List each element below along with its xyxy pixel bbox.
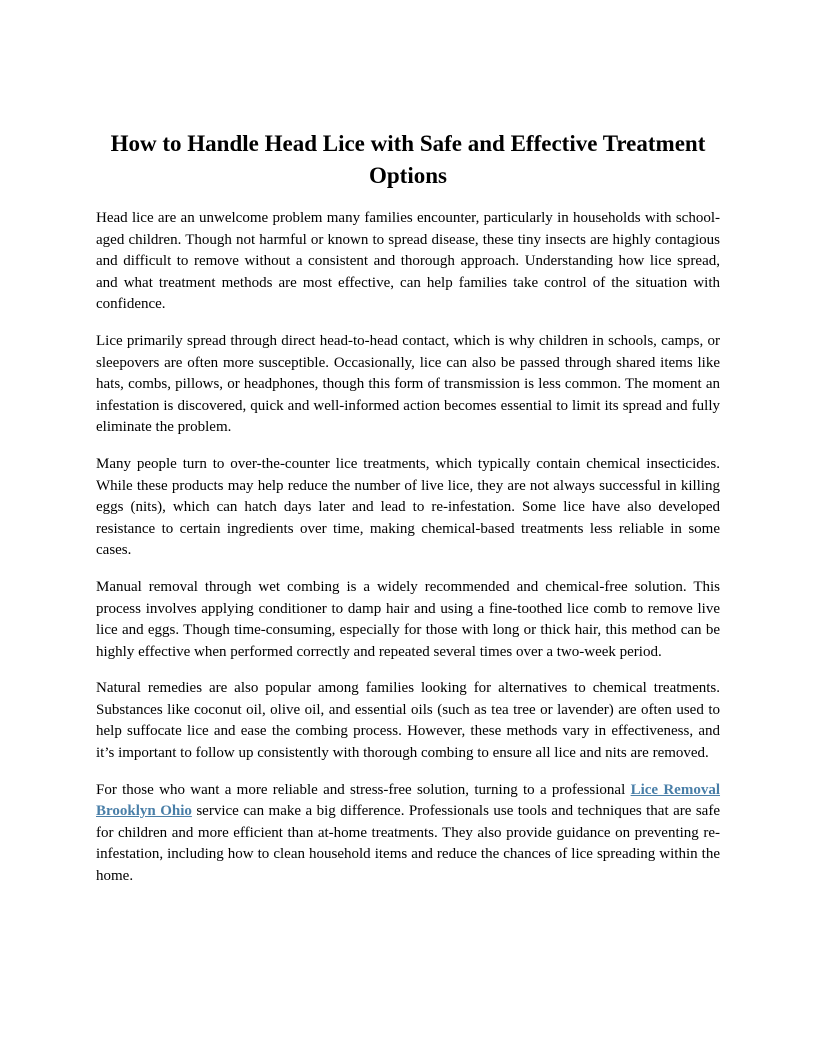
- paragraph-wet-combing: Manual removal through wet combing is a widely recommended and chemical-free solution. This process involves applying conditioner to damp hair and using a fine-toothed lice comb to remove live lice and eggs. Though time-consuming, especially for those with long or thick hair, this method can be highly effective when performed correctly and repeated several times over a two-week period.: [96, 578, 720, 660]
- page-title: How to Handle Head Lice with Safe and Effective Treatment Options: [110, 131, 706, 188]
- document-page: [96, 128, 720, 903]
- paragraph-intro: Head lice are an unwelcome problem many families encounter, particularly in households with school-aged children. Though not harmful or known to spread disease, these tiny insects are highly contagious and difficult to remove without a consistent and thorough approach. Understanding how lice spread, and what treatment methods are most effective, can help families take control of the situation with confidence.: [96, 210, 720, 313]
- paragraph-professional-service: [96, 780, 720, 888]
- paragraph-text-after-link: service can make a big difference. Professionals use tools and techniques that are safe for children and more efficient than at-home treatments. They also provide guidance on preventing re-infestation, including how to clean household items and reduce the chances of lice spreading within the home.: [96, 803, 720, 885]
- paragraph-natural-remedies: Natural remedies are also popular among families looking for alternatives to chemical treatments. Substances like coconut oil, olive oil, and essential oils (such as tea tree or lavender) are often used to help suffocate lice and ease the combing process. However, these methods vary in effectiveness, and it’s important to follow up consistently with thorough combing to ensure all lice and nits are removed.: [96, 680, 720, 762]
- paragraph-spread: Lice primarily spread through direct head-to-head contact, which is why children in schools, camps, or sleepovers are often more susceptible. Occasionally, lice can also be passed through shared items like hats, combs, pillows, or headphones, though this form of transmission is less common. The moment an infestation is discovered, quick and well-informed action becomes essential to limit its spread and fully eliminate the problem.: [96, 332, 720, 436]
- paragraph-otc-treatments: Many people turn to over-the-counter lice treatments, which typically contain chemical insecticides. While these products may help reduce the number of live lice, they are not always successful in killing eggs (nits), which can hatch days later and lead to re-infestation. Some lice have also developed resistance to certain ingredients over time, making chemical-based treatments less reliable in some cases.: [96, 455, 720, 559]
- paragraph-text-before-link: For those who want a more reliable and stress-free solution, turning to a professional: [96, 781, 631, 798]
- lice-removal-link[interactable]: Lice Removal Brooklyn Ohio: [96, 781, 721, 820]
